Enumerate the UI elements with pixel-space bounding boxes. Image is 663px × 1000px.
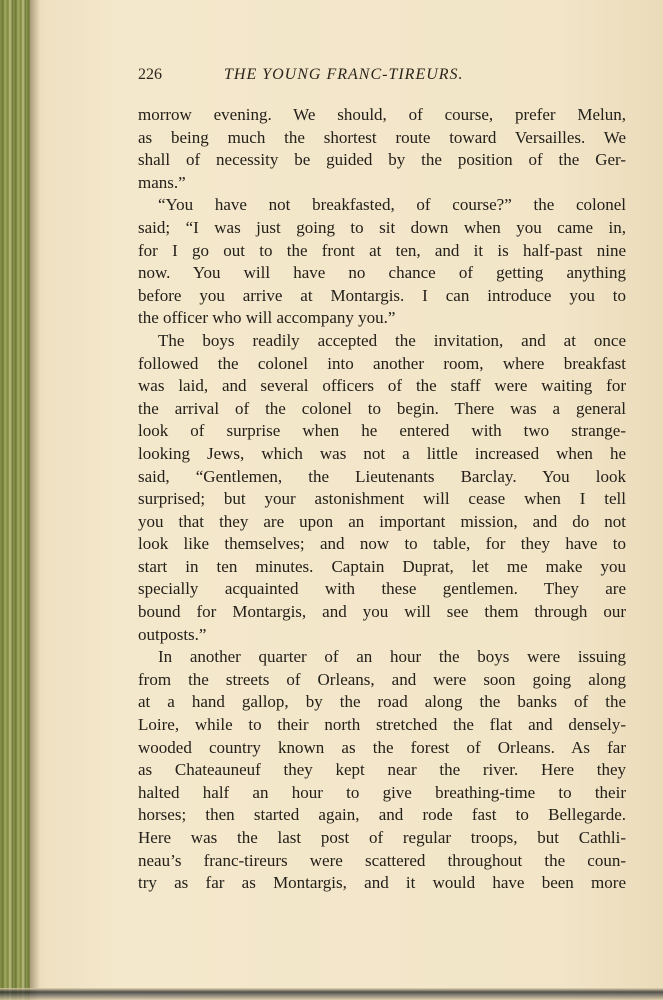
text-line: for I go out to the front at ten, and it is half-past nine	[138, 240, 626, 260]
text-line: morrow evening. We should, of course, prefer Melun,	[138, 105, 626, 124]
text-line: mans.”	[138, 172, 186, 192]
text-line: before you arrive at Montargis. I can introduce you to	[138, 285, 626, 305]
text-line: surprised; but your astonishment will cease when I tell	[138, 489, 626, 509]
text-line: horses; then started again, and rode fast to Bellegarde.	[138, 805, 626, 825]
text-line: specially acquainted with these gentlemen. They are	[138, 579, 626, 599]
text-line: from the streets of Orleans, and were soon going along	[138, 669, 626, 689]
page-number: 226	[138, 66, 162, 83]
text-line: looking Jews, which was not a little increased when he	[138, 443, 626, 463]
text-line: now. You will have no chance of getting anything	[138, 263, 626, 283]
page-header	[138, 66, 626, 88]
text-line: followed the colonel into another room, where breakfast	[138, 353, 626, 373]
text-line: “You have not breakfasted, of course?” the colonel	[158, 195, 626, 215]
text-line: you that they are upon an important mission, and do not	[138, 511, 626, 531]
text-line: Here was the last post of regular troops, but Cathli-	[138, 828, 626, 847]
text-line: neau’s franc-tireurs were scattered throughout the coun-	[138, 850, 626, 870]
text-line: In another quarter of an hour the boys were issuing	[158, 647, 626, 667]
text-line: said, “Gentlemen, the Lieutenants Barclay. You look	[138, 466, 626, 486]
text-line: halted half an hour to give breathing-time to their	[138, 782, 626, 802]
text-line: wooded country known as the forest of Orleans. As far	[138, 737, 626, 757]
text-line: at a hand gallop, by the road along the banks of the	[138, 692, 626, 712]
text-line: look of surprise when he entered with two strange-	[138, 421, 626, 441]
text-line: said; “I was just going to sit down when you came in,	[138, 217, 626, 237]
text-line: shall of necessity be guided by the position of the Ger-	[138, 150, 626, 170]
book-binding-edge	[0, 0, 30, 1000]
text-line: as Chateauneuf they kept near the river. Here they	[138, 760, 626, 780]
page-bottom-edge	[0, 988, 663, 1000]
text-line: bound for Montargis, and you will see them through our	[138, 602, 626, 622]
text-line: was laid, and several officers of the staff were waiting for	[138, 376, 626, 396]
text-line: try as far as Montargis, and it would have been more	[138, 873, 626, 893]
body-text	[138, 104, 626, 895]
text-line: start in ten minutes. Captain Duprat, let me make you	[138, 556, 626, 576]
text-line: as being much the shortest route toward Versailles. We	[138, 127, 626, 147]
text-line: Loire, while to their north stretched the flat and densely-	[138, 715, 626, 735]
gutter-shadow	[30, 0, 40, 1000]
text-line: the arrival of the colonel to begin. There was a general	[138, 398, 626, 418]
text-line: look like themselves; and now to table, for they have to	[138, 534, 626, 554]
text-line: outposts.”	[138, 624, 207, 644]
text-line: The boys readily accepted the invitation, and at once	[158, 330, 626, 350]
running-title: THE YOUNG FRANC-TIREURS.	[224, 66, 464, 83]
text-line: the officer who will accompany you.”	[138, 308, 396, 328]
